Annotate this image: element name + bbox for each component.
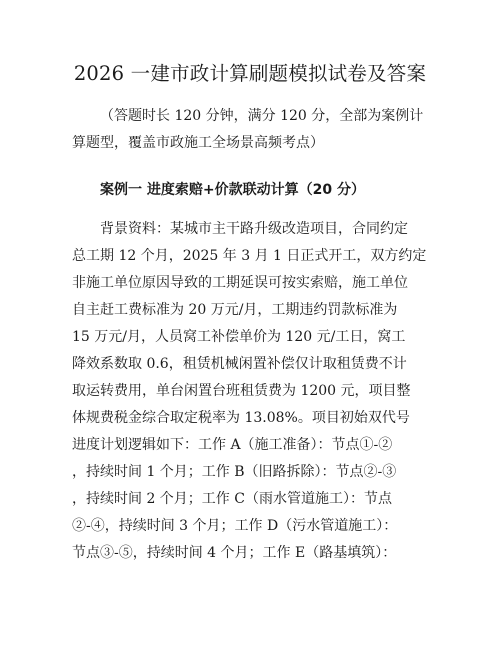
document-title: 2026 一建市政计算刷题模拟试卷及答案 [73,62,427,85]
body-line: 背景资料：某城市主干路升级改造项目，合同约定 [100,221,408,237]
body-line: 进度计划逻辑如下：工作 A（施工准备）：节点①-② [72,437,393,453]
body-line: 总工期 12 个月，2025 年 3 月 1 日正式开工，双方约定 [72,248,427,264]
body-line: 非施工单位原因导致的工期延误可按实索赔，施工单位 [72,275,408,291]
body-line: ②-④，持续时间 3 个月；工作 D（污水管道施工）： [72,518,398,534]
body-line: 节点③-⑤，持续时间 4 个月；工作 E（路基填筑）： [72,545,397,561]
case-body [72,216,447,567]
body-line: ，持续时间 2 个月；工作 C（雨水管道施工）：节点 [72,491,392,507]
document-subtitle [72,103,447,157]
body-line: 15 万元/月，人员窝工补偿单价为 120 元/工日，窝工 [72,329,406,345]
case-heading: 案例一 进度索赔+价款联动计算（20 分） [100,182,365,198]
subtitle-line: 算题型，覆盖市政施工全场景高频考点） [72,135,324,151]
body-line: 取运转费用，单台闲置台班租赁费为 1200 元，项目整 [72,383,411,399]
subtitle-line: （答题时长 120 分钟，满分 120 分，全部为案例计 [100,108,424,124]
body-line: 降效系数取 0.6，租赁机械闲置补偿仅计取租赁费不计 [72,356,407,372]
body-line: ，持续时间 1 个月；工作 B（旧路拆除）：节点②-③ [72,464,397,480]
body-line: 体规费税金综合取定税率为 13.08%。项目初始双代号 [72,410,410,426]
body-line: 自主赶工费标准为 20 万元/月，工期违约罚款标准为 [72,302,398,318]
